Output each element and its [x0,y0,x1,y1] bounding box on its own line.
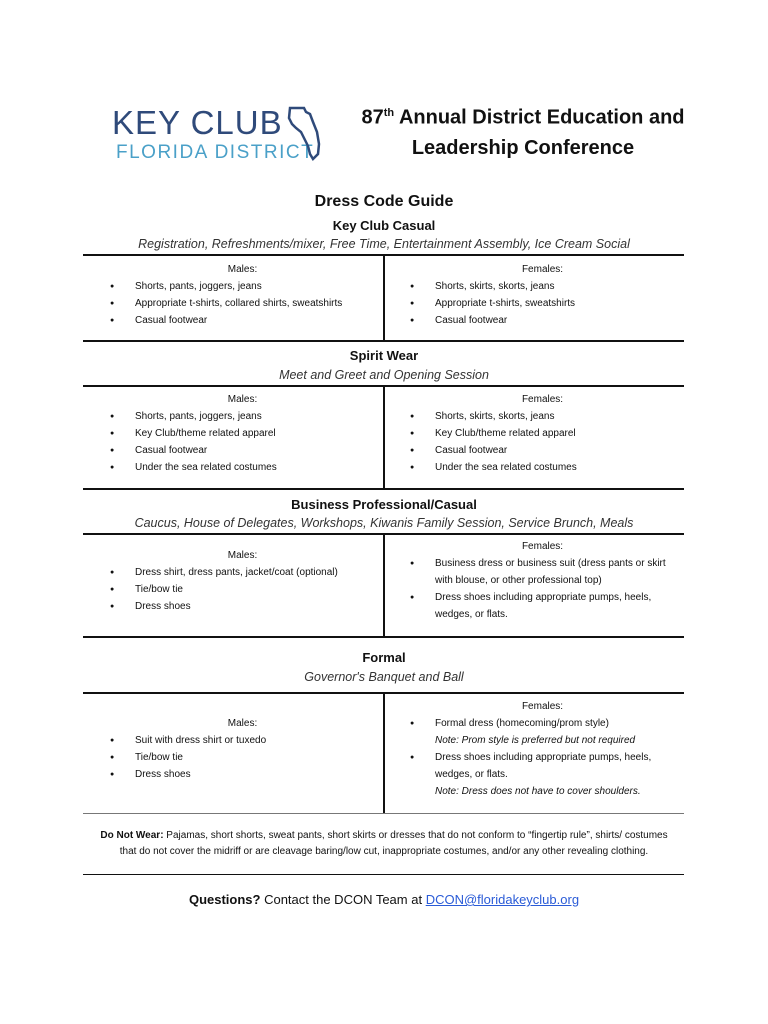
note-text: Note: Prom style is preferred but not required [435,735,636,746]
females-column [410,538,675,623]
guide-title: Dress Code Guide [314,193,454,210]
divider [83,488,684,490]
list-item: ● Dress shoes including appropriate pumps, heels, wedges, or flats. [410,749,675,783]
divider [83,636,684,638]
section-subtitle: Meet and Greet and Opening Session [279,368,489,382]
list-item: ● Under the sea related costumes [410,459,675,476]
questions-text: Contact the DCON Team at [260,892,426,907]
list-item: ● Dress shoes [110,766,375,783]
divider [83,874,684,875]
males-column [110,715,375,783]
divider [83,813,684,814]
list-item: ● Appropriate t-shirts, collared shirts, sweatshirts [110,295,375,312]
list-item: ● Key Club/theme related apparel [110,425,375,442]
list-item: ● Suit with dress shirt or tuxedo [110,732,375,749]
column-divider [383,386,385,488]
logo-sub-text: FLORIDA DISTRICT [116,142,315,163]
list-item: ● Shorts, skirts, skorts, jeans [410,278,675,295]
males-label: Males: [227,550,258,561]
section-subtitle: Caucus, House of Delegates, Workshops, Kiwanis Family Session, Service Brunch, Meals [134,516,634,530]
list-item: ● Shorts, pants, joggers, jeans [110,278,375,295]
list-item: ● Dress shirt, dress pants, jacket/coat (optional) [110,564,375,581]
section-title: Business Professional/Casual [291,497,477,512]
list-item: ● Key Club/theme related apparel [410,425,675,442]
note-text: Note: Dress does not have to cover shoulders. [435,786,641,797]
divider [83,340,684,342]
do-not-wear-text: Pajamas, short shorts, sweat pants, short skirts or dresses that do not conform to “fingertip rule”, shirts/ costumes that do not cover the midriff or are cleavage baring/low cut, inappropriate costumes, and/or any other revealing clothing. [119,830,668,857]
females-column [410,391,675,476]
males-label: Males: [227,264,258,275]
list-item: ● Casual footwear [110,442,375,459]
list-item: ● Casual footwear [410,312,675,329]
list-item: ● Appropriate t-shirts, sweatshirts [410,295,675,312]
list-item: ● Tie/bow tie [110,581,375,598]
males-label: Males: [227,394,258,405]
section-title: Key Club Casual [332,218,436,233]
conference-title [348,98,698,163]
list-item: ● Casual footwear [410,442,675,459]
list-item: ● Dress shoes including appropriate pumps, heels, wedges, or flats. [410,589,675,623]
males-column [110,261,375,329]
list-item: ● Dress shoes [110,598,375,615]
do-not-wear-notice [100,828,668,859]
column-divider [383,255,385,340]
males-column [110,547,375,615]
females-column [410,698,675,800]
conf-suffix: th [383,107,395,119]
email-link[interactable]: DCON@floridakeyclub.org [425,892,580,907]
list-item: ● Shorts, skirts, skorts, jeans [410,408,675,425]
females-label: Females: [521,541,564,552]
conf-line1-rest: Annual District Education and [394,106,685,129]
conf-number: 87 [361,106,384,129]
questions-line [0,892,768,907]
florida-outline-icon [286,104,322,162]
list-item: ● Shorts, pants, joggers, jeans [110,408,375,425]
section-title: Formal [362,650,406,665]
column-divider [383,534,385,636]
females-label: Females: [521,264,564,275]
section-title: Spirit Wear [349,348,419,363]
section-subtitle: Governor's Banquet and Ball [304,670,464,684]
list-item: ● Formal dress (homecoming/prom style) [410,715,675,732]
females-label: Females: [521,701,564,712]
section-subtitle: Registration, Refreshments/mixer, Free Time, Entertainment Assembly, Ice Cream Social [138,237,630,251]
column-divider [383,693,385,813]
list-item: ● Under the sea related costumes [110,459,375,476]
questions-label: Questions? [188,892,261,907]
females-column [410,261,675,329]
males-label: Males: [227,718,258,729]
logo-main-text: KEY CLUB [112,104,283,141]
list-item: ● Tie/bow tie [110,749,375,766]
conf-line2: Leadership Conference [411,136,635,159]
list-item: ● Casual footwear [110,312,375,329]
females-label: Females: [521,394,564,405]
list-item: ● Business dress or business suit (dress pants or skirt with blouse, or other professional top) [410,555,675,589]
males-column [110,391,375,476]
do-not-wear-label: Do Not Wear: [100,830,164,841]
